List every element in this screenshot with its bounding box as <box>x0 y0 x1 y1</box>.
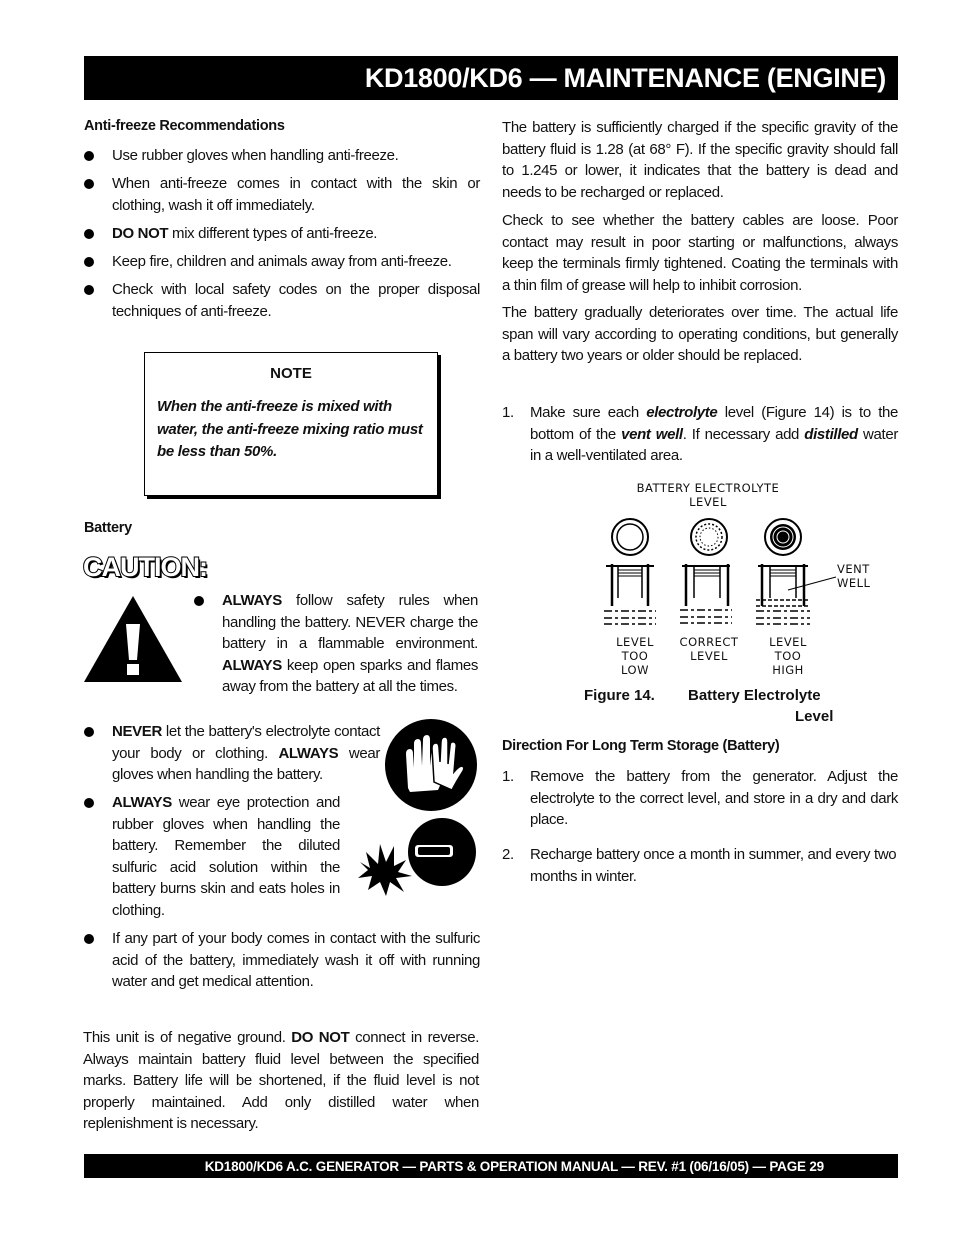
page-header <box>84 56 898 100</box>
exclamation-triangle-icon <box>82 594 184 684</box>
bullet-icon <box>84 798 94 808</box>
label-high-1: LEVEL <box>769 635 807 649</box>
label-high-3: HIGH <box>772 663 804 677</box>
note-title: NOTE <box>270 365 312 382</box>
ground-paragraph: This unit is of negative ground. DO NOT connect in reverse. Always maintain battery fluid level between the specified marks. Battery life will be shortened, if the fluid level is not properly maintained. Add only distilled water when replenishment is necessary. <box>83 1029 480 1132</box>
note-message: When the anti-freeze is mixed with water, the anti-freeze mixing ratio must be less than 50%. <box>157 398 423 460</box>
list-item: Use rubber gloves when handling anti-freeze. <box>84 145 480 167</box>
list-item: ALWAYS follow safety rules when handling the battery. NEVER charge the battery in a flammable environment. ALWAYS keep open sparks and flames away from the battery at all the times. <box>194 590 478 698</box>
bullet-icon <box>84 727 94 737</box>
caution-label: CAUTION: <box>83 552 207 582</box>
list-item: NEVER let the battery's electrolyte contact your body or clothing. ALWAYS wear gloves when handling the battery. <box>84 721 380 786</box>
note-box <box>144 352 438 496</box>
side-view-high <box>756 564 836 624</box>
bullet-icon <box>84 257 94 267</box>
figure-caption-line2: Level <box>795 708 834 725</box>
rubber-gloves-icon <box>384 718 478 812</box>
list-item: Check with local safety codes on the proper disposal techniques of anti-freeze. <box>84 279 480 322</box>
figure-caption-number: Figure 14. <box>584 687 655 704</box>
diagram-title-line2: LEVEL <box>689 495 727 509</box>
label-low-2: TOO <box>621 649 649 663</box>
bullet-icon <box>84 179 94 189</box>
footer-text: KD1800/KD6 A.C. GENERATOR — PARTS & OPERATION MANUAL — REV. #1 (06/16/05) — PAGE 29 <box>204 1158 824 1174</box>
list-item: DO NOT mix different types of anti-freeze. <box>84 223 480 245</box>
storage-heading: Direction For Long Term Storage (Battery) <box>502 738 780 754</box>
top-view-low <box>612 519 648 555</box>
list-item: If any part of your body comes in contact with the sulfuric acid of the battery, immediately wash it off with running water and get medical attention. <box>84 928 480 993</box>
page-footer <box>84 1154 898 1178</box>
side-view-low <box>604 564 656 624</box>
step-electrolyte: 1. Make sure each electrolyte level (Figure 14) is to the bottom of the vent well. If necessary add distilled water in a well-ventilated area. <box>502 404 898 464</box>
top-view-correct <box>691 519 727 555</box>
side-view-correct <box>680 564 732 623</box>
antifreeze-heading: Anti-freeze Recommendations <box>84 118 285 134</box>
figure-caption-line1: Battery Electrolyte <box>688 687 821 704</box>
top-view-high <box>765 519 801 555</box>
label-correct-1: CORRECT <box>679 635 739 649</box>
vent-label-line2: WELL <box>837 576 871 590</box>
paragraph-specific-gravity: The battery is sufficiently charged if the specific gravity of the battery fluid is 1.28 (at 68° F). If the specific gravity should fall to 1.245 or lower, it indicates that the battery is dead and needs to be recharged or replaced. <box>502 119 898 201</box>
paragraph-cables: Check to see whether the battery cables are loose. Poor contact may result in poor starting or malfunctions, always keep the terminals firmly tightened. Coating the terminals with a thin film of grease will help to inhibit corrosion. <box>502 212 898 294</box>
bullet-icon <box>84 229 94 239</box>
safety-goggles-icon <box>356 816 478 896</box>
battery-heading: Battery <box>84 520 132 536</box>
label-low-3: LOW <box>621 663 649 677</box>
storage-step-2: 2. Recharge battery once a month in summer, and every two months in winter. <box>502 846 897 885</box>
list-item: When anti-freeze comes in contact with the skin or clothing, wash it off immediately. <box>84 173 480 216</box>
storage-step-1: 1. Remove the battery from the generator. Adjust the electrolyte to the correct level, and store in a dry and dark place. <box>502 768 898 828</box>
diagram-title-line1: BATTERY ELECTROLYTE <box>636 481 780 495</box>
label-low-1: LEVEL <box>616 635 654 649</box>
paragraph-deterioration: The battery gradually deteriorates over time. The actual life span will vary according to operating conditions, but generally a battery two years or older should be replaced. <box>502 304 898 364</box>
bullet-icon <box>84 934 94 944</box>
bullet-icon <box>194 596 204 606</box>
battery-electrolyte-diagram <box>590 478 890 682</box>
list-item: Keep fire, children and animals away from anti-freeze. <box>84 251 480 273</box>
bullet-icon <box>84 285 94 295</box>
label-high-2: TOO <box>774 649 802 663</box>
vent-label-line1: VENT <box>837 562 870 576</box>
bullet-icon <box>84 151 94 161</box>
label-correct-2: LEVEL <box>690 649 728 663</box>
page-title: KD1800/KD6 — MAINTENANCE (ENGINE) <box>364 62 886 93</box>
list-item: ALWAYS wear eye protection and rubber gloves when handling the battery. Remember the diluted sulfuric acid solution within the battery burns skin and eats holes in clothing. <box>84 792 340 921</box>
